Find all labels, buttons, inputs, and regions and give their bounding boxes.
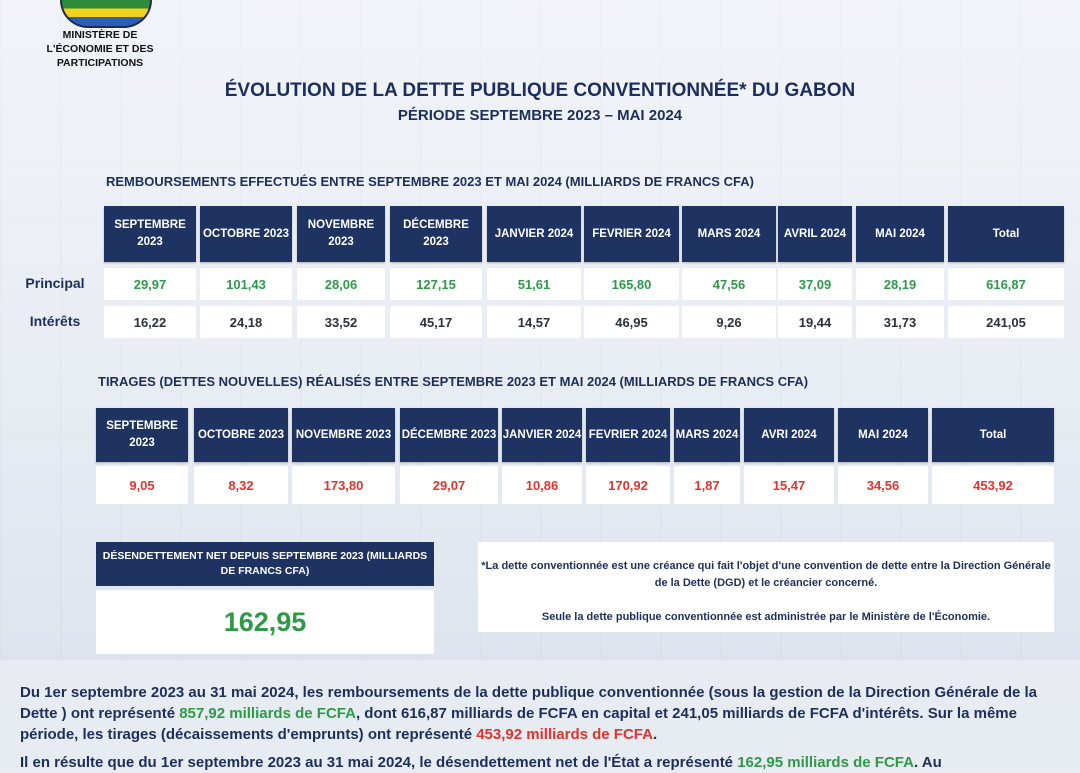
summary-paragraph-continued — [20, 752, 1060, 773]
repayments-value-cell: 31,73 — [856, 306, 944, 338]
repayments-header-cell: NOVEMBRE 2023 — [297, 206, 385, 262]
repayments-header-cell: MAI 2024 — [856, 206, 944, 262]
drawings-header-cell: JANVIER 2024 — [502, 408, 582, 462]
drawings-value-cell: 1,87 — [674, 466, 740, 504]
repayments-value-cell: 165,80 — [584, 268, 679, 300]
repayments-row-label: Principal — [25, 275, 85, 291]
drawings-value-cell: 29,07 — [400, 466, 498, 504]
page-title: ÉVOLUTION DE LA DETTE PUBLIQUE CONVENTIONNÉE* DU GABON — [224, 80, 856, 101]
repayments-value-cell: 47,56 — [682, 268, 776, 300]
drawings-value-cell: 10,86 — [502, 466, 582, 504]
summary-net-value: 162,95 milliards de FCFA — [737, 754, 914, 771]
repayments-value-cell: 51,61 — [487, 268, 581, 300]
repayments-value-cell: 101,43 — [200, 268, 292, 300]
drawings-header-cell: MARS 2024 — [674, 408, 740, 462]
repayments-header-cell: AVRIL 2024 — [778, 206, 852, 262]
drawings-header-cell: SEPTEMBRE 2023 — [96, 408, 188, 462]
repayments-value-cell: 616,87 — [948, 268, 1064, 300]
repayments-value-cell: 29,97 — [104, 268, 196, 300]
net-deleveraging-value: 162,95 — [96, 590, 434, 654]
repayments-value-cell: 37,09 — [778, 268, 852, 300]
repayments-header-cell: MARS 2024 — [682, 206, 776, 262]
drawings-header-cell: FEVRIER 2024 — [586, 408, 670, 462]
repayments-header-cell: JANVIER 2024 — [487, 206, 581, 262]
repayments-value-cell: 19,44 — [778, 306, 852, 338]
drawings-value-cell: 15,47 — [744, 466, 834, 504]
drawings-value-cell: 34,56 — [838, 466, 928, 504]
repayments-value-cell: 28,19 — [856, 268, 944, 300]
repayments-value-cell: 45,17 — [390, 306, 482, 338]
summary-total-drawings: 453,92 milliards de FCFA — [476, 726, 653, 743]
note-scope: Seule la dette publique conventionnée est administrée par le Ministère de l'Économie. — [541, 611, 991, 623]
repayments-value-cell: 16,22 — [104, 306, 196, 338]
drawings-header-cell: OCTOBRE 2023 — [194, 408, 288, 462]
drawings-header-cell: DÉCEMBRE 2023 — [400, 408, 498, 462]
repayments-value-cell: 14,57 — [487, 306, 581, 338]
repayments-value-cell: 9,26 — [682, 306, 776, 338]
summary-text-5: . Au — [913, 754, 942, 771]
repayments-value-cell: 28,06 — [297, 268, 385, 300]
drawings-value-cell: 8,32 — [194, 466, 288, 504]
drawings-value-cell: 9,05 — [96, 466, 188, 504]
repayments-value-cell: 33,52 — [297, 306, 385, 338]
repayments-value-cell: 24,18 — [200, 306, 292, 338]
drawings-value-cell: 453,92 — [932, 466, 1054, 504]
summary-text-2: , dont 616,87 milliards de FCFA en capital et 241,05 milliards de FCFA d'intérêts. Sur la même période, les tirages (décaissements d'emprunts) ont représenté — [20, 705, 1017, 743]
repayments-header-cell: OCTOBRE 2023 — [200, 206, 292, 262]
repayments-header-cell: FEVRIER 2024 — [584, 206, 679, 262]
drawings-header-cell: AVRI 2024 — [744, 408, 834, 462]
summary-text-3: . — [652, 726, 658, 743]
drawings-header-cell: NOVEMBRE 2023 — [292, 408, 395, 462]
drawings-header-cell: Total — [932, 408, 1054, 462]
note-definition: *La dette conventionnée est une créance qui fait l'objet d'une convention de dette entre la Direction Générale de la Dette (DGD) et le créancier concerné. — [481, 560, 1051, 589]
repayments-header-cell: SEPTEMBRE 2023 — [104, 206, 196, 262]
coat-of-arms-logo — [60, 0, 152, 28]
repayments-value-cell: 46,95 — [584, 306, 679, 338]
summary-paragraph — [20, 682, 1060, 745]
drawings-value-cell: 170,92 — [586, 466, 670, 504]
repayments-value-cell: 127,15 — [390, 268, 482, 300]
page-subtitle: PÉRIODE SEPTEMBRE 2023 – MAI 2024 — [397, 107, 683, 124]
drawings-title: TIRAGES (DETTES NOUVELLES) RÉALISÉS ENTRE SEPTEMBRE 2023 ET MAI 2024 (MILLIARDS DE FRANCS CFA) — [98, 374, 809, 389]
drawings-header-cell: MAI 2024 — [838, 408, 928, 462]
summary-text-4: Il en résulte que du 1er septembre 2023 au 31 mai 2024, le désendettement net de l'État a représenté — [20, 754, 738, 771]
drawings-value-cell: 173,80 — [292, 466, 395, 504]
repayments-header-cell: DÉCEMBRE 2023 — [390, 206, 482, 262]
repayments-row-label: Intérêts — [29, 313, 81, 329]
repayments-title: REMBOURSEMENTS EFFECTUÉS ENTRE SEPTEMBRE 2023 ET MAI 2024 (MILLIARDS DE FRANCS CFA) — [106, 174, 754, 189]
ministry-name: MINISTÈRE DE L'ÉCONOMIE ET DES PARTICIPATIONS — [46, 29, 154, 69]
net-deleveraging-label: DÉSENDETTEMENT NET DEPUIS SEPTEMBRE 2023 (MILLIARDS DE FRANCS CFA) — [96, 542, 434, 586]
summary-total-repayments: 857,92 milliards de FCFA — [179, 705, 356, 722]
summary-text-1: Du 1er septembre 2023 au 31 mai 2024, les remboursements de la dette publique conventionnée (sous la gestion de la Direction Générale de la Dette ) ont représenté — [20, 684, 1038, 722]
repayments-header-cell: Total — [948, 206, 1064, 262]
definition-note — [478, 542, 1054, 632]
repayments-value-cell: 241,05 — [948, 306, 1064, 338]
